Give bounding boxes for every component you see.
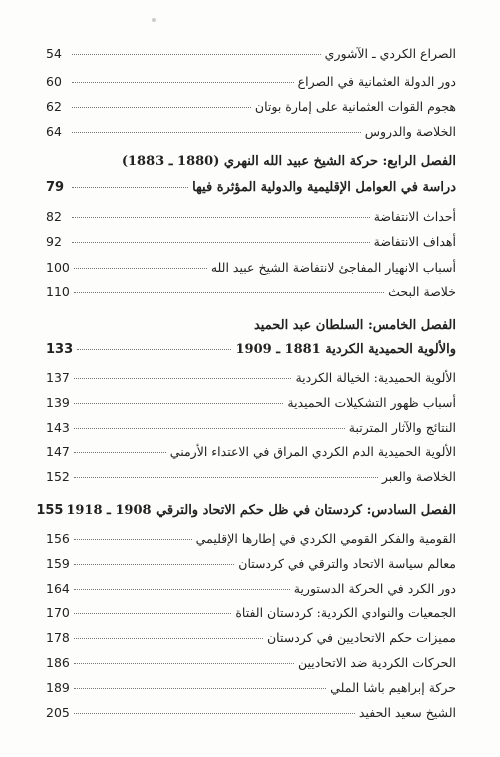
dot-leader	[74, 713, 355, 714]
toc-entry[interactable]	[46, 630, 456, 645]
chapter-5-subtitle[interactable]	[46, 342, 456, 357]
toc-entry[interactable]	[46, 46, 456, 61]
dot-leader	[72, 217, 370, 218]
toc-entry-page: 170	[46, 605, 70, 620]
toc-entry-title: حركة إبراهيم باشا الملي	[330, 680, 456, 695]
toc-entry-title: النتائج والآثار المترتبة	[348, 420, 456, 435]
toc-entry-page: 159	[46, 556, 70, 571]
toc-entry[interactable]	[46, 420, 456, 435]
toc-entry-page: 54	[46, 46, 62, 61]
dot-leader	[72, 187, 188, 188]
dot-leader	[74, 663, 294, 664]
toc-entry[interactable]	[46, 209, 456, 224]
toc-entry-title: الخلاصة والعبر	[381, 469, 456, 484]
toc-entry-page: 152	[46, 469, 70, 484]
dot-leader	[74, 638, 263, 639]
toc-entry[interactable]	[46, 124, 456, 139]
dot-leader	[74, 688, 326, 689]
toc-entry-page: 92	[46, 234, 62, 249]
toc-entry-title: الفصل السادس: كردستان في ظل حكم الاتحاد والترقي 1908 ـ 1918	[66, 503, 456, 518]
toc-entry-page: 156	[46, 531, 70, 546]
dot-leader	[74, 268, 207, 269]
toc-entry-page: 147	[46, 444, 70, 459]
toc-entry-title: الشيخ سعيد الحفيد	[358, 705, 456, 720]
chapter-4-heading[interactable]: الفصل الرابع: حركة الشيخ عبيد الله النهري (1880 ـ 1883)	[121, 154, 456, 169]
toc-entry-title: معالم سياسة الاتحاد والترقي في كردستان	[238, 556, 456, 571]
toc-entry-page: 164	[46, 581, 70, 596]
toc-entry-title: دراسة في العوامل الإقليمية والدولية المؤثرة فيها	[192, 180, 456, 195]
toc-entry-page: 100	[46, 260, 70, 275]
toc-entry-page: 178	[46, 630, 70, 645]
dot-leader	[77, 349, 231, 350]
toc-entry[interactable]	[46, 444, 456, 459]
toc-entry-title: أحداث الانتفاضة	[373, 209, 456, 224]
toc-entry-title: أسباب ظهور التشكيلات الحميدية	[287, 395, 456, 410]
dot-leader	[74, 589, 290, 590]
toc-entry[interactable]	[46, 605, 456, 620]
dot-leader	[74, 539, 192, 540]
dot-leader	[74, 564, 234, 565]
toc-entry[interactable]	[46, 531, 456, 546]
chapter-6-heading[interactable]	[36, 503, 456, 518]
toc-entry[interactable]	[46, 705, 456, 720]
dot-leader	[74, 292, 384, 293]
toc-entry-title: والألوية الحميدية الكردية 1881 ـ 1909	[235, 342, 456, 357]
toc-entry-title: خلاصة البحث	[388, 284, 456, 299]
toc-entry-page: 137	[46, 370, 70, 385]
dot-leader	[74, 378, 292, 379]
toc-entry-page: 205	[46, 705, 70, 720]
toc-entry-page: 155	[36, 503, 64, 518]
toc-entry-title: الألوية الحميدية الدم الكردي المراق في الاعتداء الأرمني	[169, 444, 456, 459]
dot-leader	[72, 132, 361, 133]
dot-leader	[74, 428, 345, 429]
toc-entry[interactable]	[46, 581, 456, 596]
toc-entry-title: الخلاصة والدروس	[364, 124, 456, 139]
dot-leader	[72, 107, 251, 108]
toc-entry-title: أسباب الانهيار المفاجئ لانتفاضة الشيخ عبيد الله	[210, 260, 456, 275]
toc-entry-title: الحركات الكردية ضد الاتحاديين	[298, 655, 456, 670]
toc-entry[interactable]	[46, 99, 456, 114]
dot-leader	[72, 242, 370, 243]
toc-entry-page: 79	[46, 180, 65, 195]
dot-leader	[72, 82, 294, 83]
dot-leader	[74, 477, 378, 478]
toc-entry[interactable]	[46, 260, 456, 275]
toc-entry[interactable]	[46, 655, 456, 670]
chapter-4-subtitle[interactable]	[46, 180, 456, 195]
toc-entry-page: 189	[46, 680, 70, 695]
toc-entry-page: 143	[46, 420, 70, 435]
dot-leader	[74, 613, 231, 614]
toc-entry[interactable]	[46, 469, 456, 484]
toc-entry-title: دور الكرد في الحركة الدستورية	[293, 581, 456, 596]
toc-entry[interactable]	[46, 395, 456, 410]
toc-entry[interactable]	[46, 284, 456, 299]
toc-entry-page: 110	[46, 284, 70, 299]
toc-entry-title: الجمعيات والنوادي الكردية: كردستان الفتاة	[235, 605, 456, 620]
dot-leader	[74, 403, 284, 404]
toc-entry-title: القومية والفكر القومي الكردي في إطارها الإقليمي	[195, 531, 456, 546]
toc-entry-title: هجوم القوات العثمانية على إمارة بوتان	[254, 99, 456, 114]
toc-entry-page: 186	[46, 655, 70, 670]
toc-entry[interactable]	[46, 680, 456, 695]
toc-entry[interactable]	[46, 74, 456, 89]
toc-entry-page: 64	[46, 124, 62, 139]
toc-entry-page: 139	[46, 395, 70, 410]
toc-entry-page: 133	[46, 342, 74, 357]
toc-entry[interactable]	[46, 556, 456, 571]
toc-entry-title: الألوية الحميدية: الخيالة الكردية	[295, 370, 456, 385]
toc-entry-title: مميزات حكم الاتحاديين في كردستان	[266, 630, 456, 645]
toc-entry-page: 82	[46, 209, 62, 224]
toc-entry[interactable]	[46, 370, 456, 385]
chapter-5-heading[interactable]: الفصل الخامس: السلطان عبد الحميد	[253, 318, 456, 333]
toc-entry-title: أهداف الانتفاضة	[373, 234, 456, 249]
toc-entry[interactable]	[46, 234, 456, 249]
dot-leader	[74, 452, 166, 453]
toc-entry-page: 62	[46, 99, 62, 114]
toc-entry-page: 60	[46, 74, 62, 89]
toc-entry-title: الصراع الكردي ـ الآشوري	[324, 46, 456, 61]
toc-entry-title: دور الدولة العثمانية في الصراع	[297, 74, 456, 89]
page-top-mark	[152, 18, 156, 22]
dot-leader	[72, 54, 321, 55]
